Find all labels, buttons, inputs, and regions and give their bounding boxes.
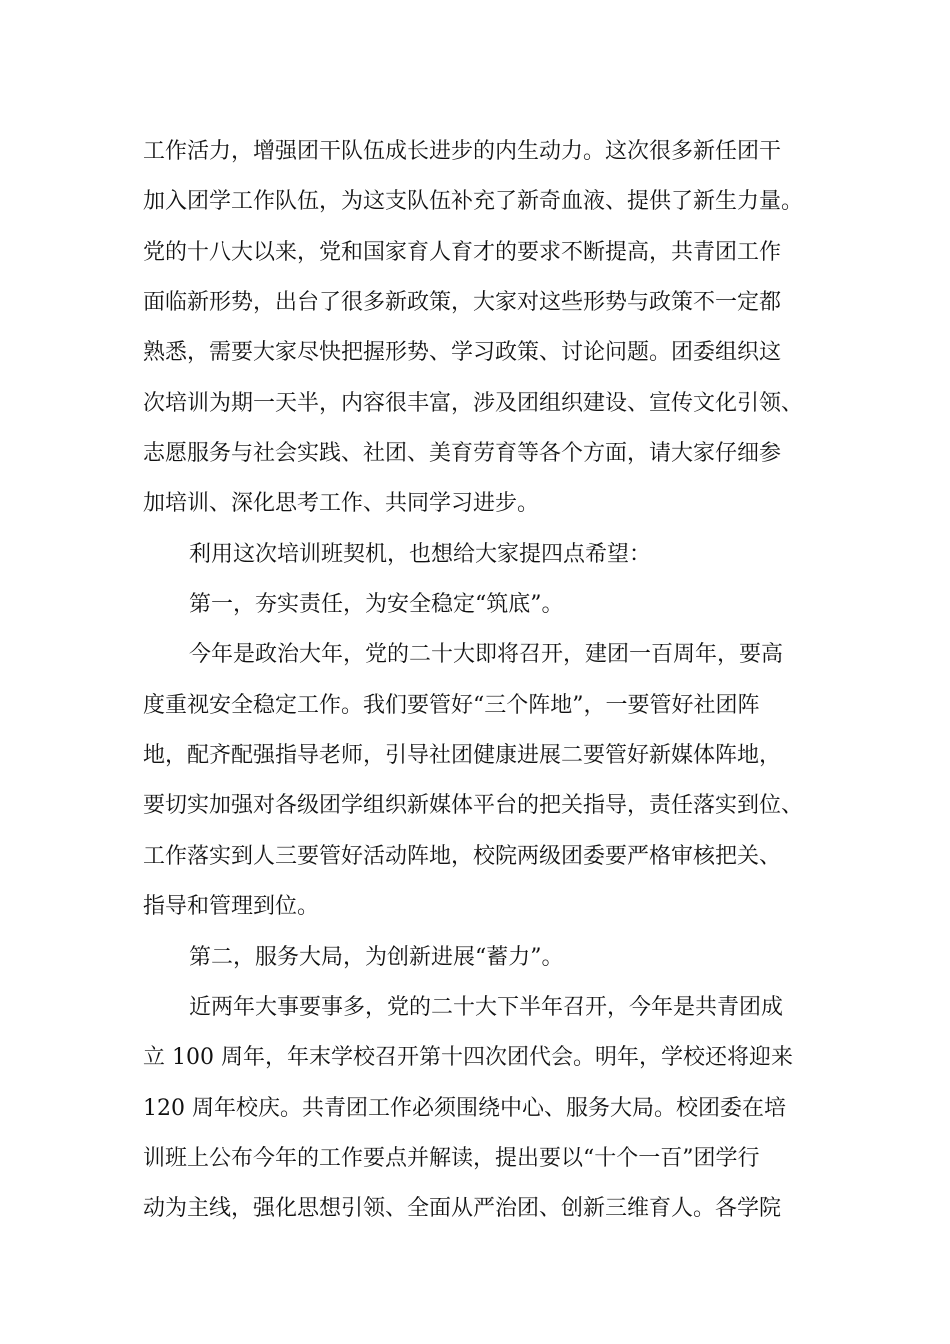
section-heading-1: 第一，夯实责任，为安全稳定“筑底”。 xyxy=(189,592,564,617)
text-line-18: 近两年大事要事多，党的二十大下半年召开，今年是共青团成 xyxy=(189,995,784,1020)
text-line-1: 工作活力，增强团干队伍成长进步的内生动力。这次很多新任团干 xyxy=(143,139,782,164)
text-line-15: 工作落实到人三要管好活动阵地，校院两级团委要严格审核把关、 xyxy=(143,844,782,869)
text-line-5: 熟悉，需要大家尽快把握形势、学习政策、讨论问题。团委组织这 xyxy=(143,340,782,365)
text-line-12: 度重视安全稳定工作。我们要管好“三个阵地”，一要管好社团阵 xyxy=(143,693,760,718)
section-heading-2: 第二，服务大局，为创新进展“蓄力”。 xyxy=(189,945,564,970)
text-line-21: 训班上公布今年的工作要点并解读，提出要以“十个一百”团学行 xyxy=(143,1146,760,1171)
text-line-7: 志愿服务与社会实践、社团、美育劳育等各个方面，请大家仔细参 xyxy=(143,441,782,466)
text-line-2: 加入团学工作队伍，为这支队伍补充了新奇血液、提供了新生力量。 xyxy=(143,189,804,214)
text-line-13: 地，配齐配强指导老师，引导社团健康进展二要管好新媒体阵地， xyxy=(143,743,782,768)
text-line-14: 要切实加强对各级团学组织新媒体平台的把关指导，责任落实到位、 xyxy=(143,793,804,818)
text-line-20: 120 周年校庆。共青团工作必须围绕中心、服务大局。校团委在培 xyxy=(143,1096,786,1121)
text-line-9: 利用这次培训班契机，也想给大家提四点希望： xyxy=(189,542,652,567)
text-line-8: 加培训、深化思考工作、共同学习进步。 xyxy=(143,491,540,516)
text-line-4: 面临新形势，出台了很多新政策，大家对这些形势与政策不一定都 xyxy=(143,290,782,315)
text-line-16: 指导和管理到位。 xyxy=(143,894,320,919)
text-line-19: 立 100 周年，年末学校召开第十四次团代会。明年，学校还将迎来 xyxy=(143,1045,793,1070)
text-line-3: 党的十八大以来，党和国家育人育才的要求不断提高，共青团工作 xyxy=(143,240,782,265)
text-line-6: 次培训为期一天半，内容很丰富，涉及团组织建设、宣传文化引领、 xyxy=(143,391,804,416)
text-line-11: 今年是政治大年，党的二十大即将召开，建团一百周年，要高 xyxy=(189,642,784,667)
text-line-22: 动为主线，强化思想引领、全面从严治团、创新三维育人。各学院 xyxy=(143,1196,782,1221)
